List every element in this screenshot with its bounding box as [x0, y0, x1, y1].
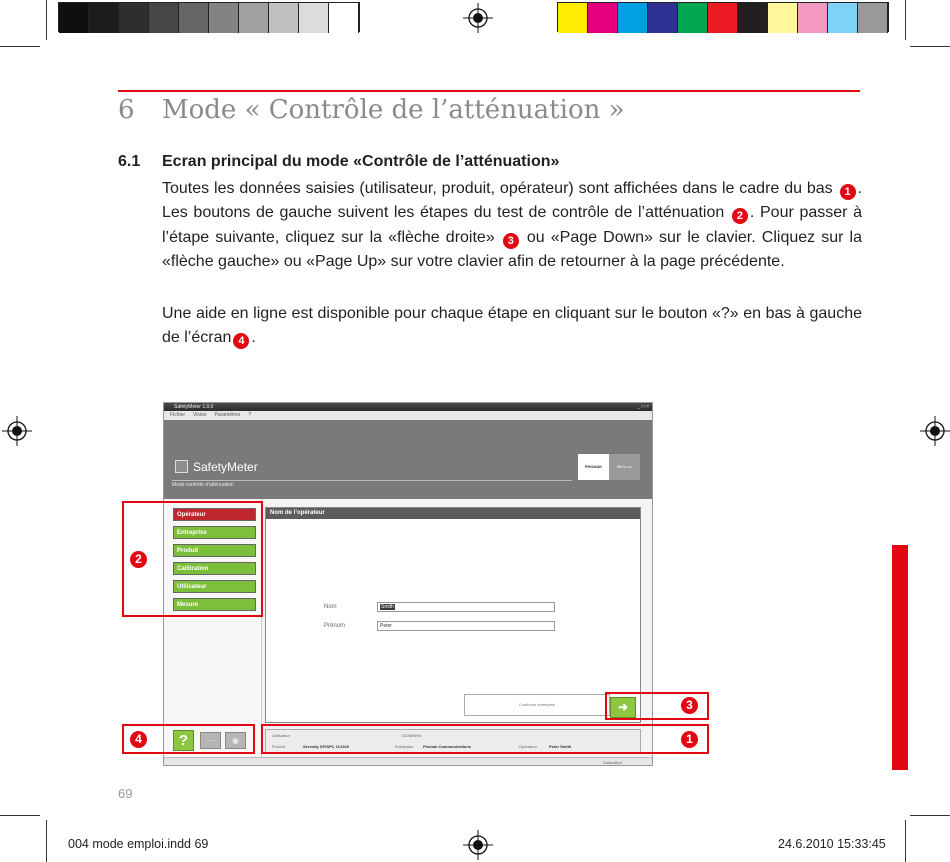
operator-value: Peter Smith	[549, 744, 572, 749]
color-swatch	[558, 3, 588, 33]
company-label: Entreprise	[395, 744, 414, 749]
registration-mark-icon	[463, 3, 493, 33]
callout-marker-2: 2	[130, 551, 147, 568]
step-button[interactable]: Utilisateur	[173, 580, 256, 593]
menu-item[interactable]: Paramètres	[214, 412, 241, 418]
gray-swatch	[119, 3, 149, 33]
crop-mark-bottom-right	[905, 820, 906, 862]
section-title: Ecran principal du mode «Contrôle de l’atténuation»	[162, 153, 560, 170]
menu-item[interactable]: ?	[248, 412, 252, 418]
brand-logo-left: PHONAK	[578, 454, 609, 480]
crop-mark-top-left	[46, 0, 47, 40]
callout-marker-4: 4	[233, 333, 249, 349]
text-run: Une aide en ligne est disponible pour chaque étape en cliquant sur le bouton «?» en bas à gauche de l’écran	[162, 305, 862, 347]
first-name-field[interactable]: Peter	[377, 621, 555, 631]
last-name-field[interactable]: Smith	[377, 602, 555, 612]
chapter-number: 6	[118, 95, 135, 125]
text-run: . Pour passer à l’étape suivante, cliquez sur la «flèche droite»	[162, 204, 863, 246]
operator-label: Opérateur	[519, 744, 538, 749]
gray-ramp-strip	[58, 2, 360, 32]
gray-swatch	[149, 3, 179, 33]
app-banner	[164, 420, 652, 499]
color-swatch	[798, 3, 828, 33]
step-button[interactable]: Opérateur	[173, 508, 256, 521]
gray-swatch	[179, 3, 209, 33]
safetymeter-logo-icon	[175, 460, 188, 473]
color-swatch	[828, 3, 858, 33]
color-swatch	[588, 3, 618, 33]
gray-swatch	[239, 3, 269, 33]
callout-marker-3: 3	[503, 233, 519, 249]
gray-swatch	[269, 3, 299, 33]
crop-mark-top-left-h	[0, 46, 40, 47]
brand-logo-right: life is on	[609, 454, 640, 480]
registration-mark-icon	[920, 416, 950, 446]
color-swatch	[738, 3, 768, 33]
callout-marker-4: 4	[130, 731, 147, 748]
color-swatch	[648, 3, 678, 33]
form-label: Prénom	[324, 623, 346, 629]
help-button[interactable]: ?	[173, 730, 194, 751]
next-arrow-button[interactable]: ➜	[610, 697, 636, 718]
chapter-rule	[118, 90, 860, 92]
app-name: SafetyMeter	[193, 460, 258, 474]
gray-swatch	[299, 3, 329, 33]
chapter-title: Mode « Contrôle de l’atténuation »	[162, 95, 625, 125]
menu-item[interactable]: Vision	[193, 412, 207, 418]
form-label: Nom	[324, 604, 337, 610]
chapter-heading	[118, 95, 625, 125]
chapter-side-tab	[892, 545, 908, 770]
color-bar-strip	[557, 2, 889, 32]
color-swatch	[858, 3, 888, 33]
panel-title: Nom de l’opérateur	[266, 508, 640, 519]
crop-mark-top-right-h	[910, 46, 950, 47]
slug-date: 24.6.2010 15:33:45	[778, 837, 886, 851]
callout-marker-3: 3	[681, 697, 698, 714]
registration-mark-icon	[2, 416, 32, 446]
status-bar: Calibration	[164, 757, 652, 766]
window-titlebar	[164, 403, 652, 411]
body-paragraph	[162, 177, 862, 274]
step-button[interactable]: Produit	[173, 544, 256, 557]
crop-mark-bottom-right-h	[910, 815, 950, 816]
callout-box-info	[261, 724, 709, 754]
text-run: ou «Page Down» sur le clavier. Cliquez sur la «flèche gauche» ou «Page Up» sur votre clavier afin de retourner à la page précédente.	[162, 228, 862, 270]
gray-swatch	[89, 3, 119, 33]
callout-marker-1: 1	[840, 184, 856, 200]
crop-mark-bottom-left-h	[0, 815, 40, 816]
crop-mark-top-right	[905, 0, 906, 40]
step-button[interactable]: Calibration	[173, 562, 256, 575]
mode-label: Mode contrôle d’atténuation	[172, 482, 234, 488]
crop-mark-bottom-left	[46, 820, 47, 862]
menu-item[interactable]: Fichier	[170, 412, 186, 418]
step-button[interactable]: Mesure	[173, 598, 256, 611]
window-title: SafetyMeter 1.0.0	[174, 404, 214, 410]
color-swatch	[708, 3, 738, 33]
gray-swatch	[329, 3, 359, 33]
product-value: Serenity SP/SPC 113169	[303, 744, 349, 749]
text-run: . Les boutons de gauche suivent les étapes du test de contrôle de l’atténuation	[162, 180, 862, 222]
operator-panel	[265, 507, 641, 723]
section-heading	[118, 153, 559, 171]
next-step-hint: Continuer entreprise	[464, 694, 610, 716]
user-label: Utilisateur	[272, 733, 290, 738]
product-label: Produit	[272, 744, 285, 749]
text-run: .	[251, 329, 256, 347]
color-swatch	[678, 3, 708, 33]
date-label: DD/MM/hh	[402, 733, 422, 738]
options-button[interactable]: ⋯	[200, 732, 221, 749]
body-paragraph	[162, 302, 862, 351]
company-value: Phonak Communications	[423, 744, 472, 749]
gray-swatch	[209, 3, 239, 33]
gray-swatch	[59, 3, 89, 33]
banner-divider	[172, 480, 572, 481]
color-swatch	[768, 3, 798, 33]
slug-file: 004 mode emploi.indd 69	[68, 837, 209, 851]
section-number: 6.1	[118, 153, 141, 170]
text-run: Toutes les données saisies (utilisateur, produit, opérateur) sont affichées dans le cadre du bas	[162, 180, 838, 197]
view-button[interactable]: ◉	[225, 732, 246, 749]
callout-marker-2: 2	[732, 208, 748, 224]
registration-mark-icon	[463, 830, 493, 860]
callout-marker-1: 1	[681, 731, 698, 748]
menu-bar	[164, 411, 652, 420]
page-number: 69	[118, 786, 133, 801]
color-swatch	[618, 3, 648, 33]
step-button[interactable]: Entreprise	[173, 526, 256, 539]
window-controls[interactable]: _ □ ×	[637, 404, 649, 410]
